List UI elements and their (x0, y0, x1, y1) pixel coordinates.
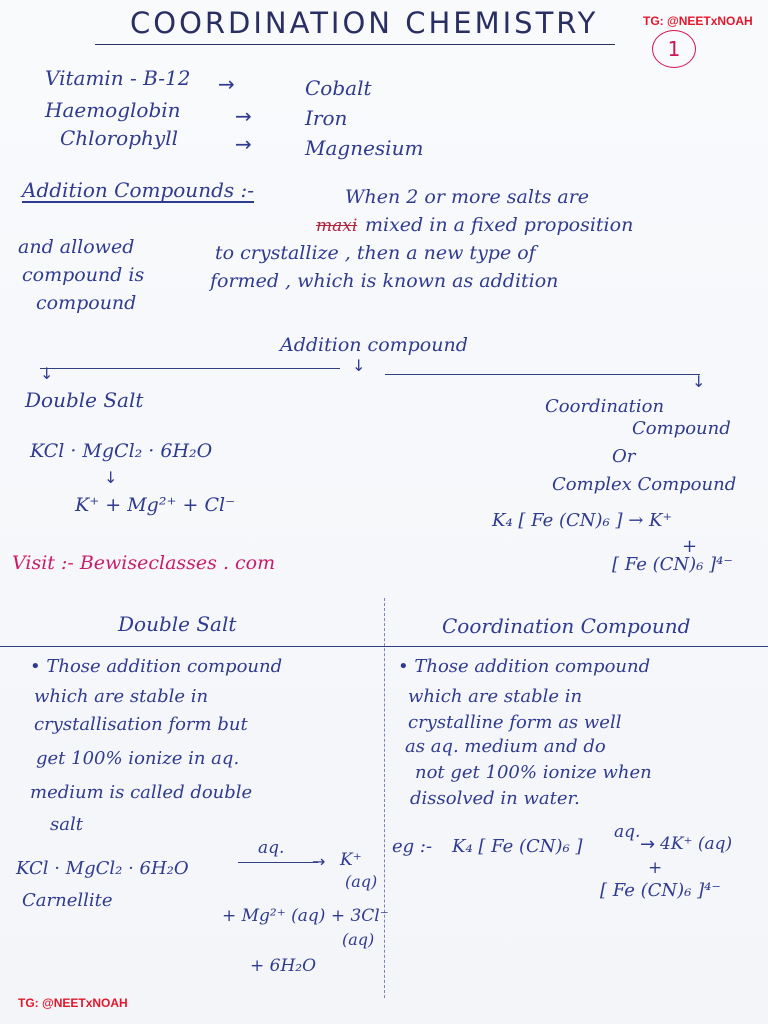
metal-source-2: Haemoglobin (45, 98, 181, 122)
left-example-product-1: K⁺ (340, 850, 362, 870)
definition-line-3b: formed , which is known as addition (210, 270, 559, 292)
metal-3: Magnesium (305, 136, 424, 160)
right-example-formula: K₄ [ Fe (CN)₆ ] (452, 836, 583, 857)
complex-formula: K₄ [ Fe (CN)₆ ] → K⁺ (492, 510, 673, 531)
right-example-plus: + (648, 858, 663, 878)
arrow-icon: → (235, 132, 252, 156)
telegram-tag-top: TG: @NEETxNOAH (643, 14, 753, 28)
addition-heading: Addition Compounds :- (22, 178, 254, 202)
left-point-line-1: • Those addition compound (30, 656, 283, 677)
right-example-arrow-label: aq. (614, 822, 641, 842)
left-example-product-2-state: (aq) (342, 930, 375, 949)
right-point-line-3: crystalline form as well (408, 712, 622, 733)
right-example-label: eg :- (392, 836, 433, 857)
right-example-arrow-icon: → (640, 834, 656, 855)
double-salt-formula: KCl · MgCl₂ · 6H₂O (30, 440, 213, 462)
tree-right-line1: Coordination (545, 396, 665, 417)
left-point-line-5: medium is called double (30, 782, 253, 803)
arrow-head-icon: → (312, 852, 326, 871)
definition-line-3a: compound is (22, 264, 145, 286)
left-example-arrow-label: aq. (258, 838, 285, 858)
tree-branch-left (40, 368, 340, 369)
struck-word: maxi (316, 216, 358, 236)
left-point-line-6: salt (50, 814, 83, 835)
title-underline (95, 44, 615, 45)
right-example-product-2: [ Fe (CN)₆ ]⁴⁻ (600, 880, 721, 901)
metal-source-3: Chlorophyll (60, 126, 178, 150)
left-example-formula: KCl · MgCl₂ · 6H₂O (16, 858, 189, 879)
down-arrow-icon: ↓ (352, 356, 366, 375)
right-point-line-5: not get 100% ionize when (415, 762, 652, 783)
left-point-line-2: which are stable in (34, 686, 209, 707)
left-point-line-3: crystallisation form but (34, 714, 248, 735)
telegram-tag-bottom: TG: @NEETxNOAH (18, 996, 128, 1010)
right-point-line-1: • Those addition compound (398, 656, 651, 677)
arrow-icon: → (218, 72, 235, 96)
visit-link-text: Visit :- Bewiseclasses . com (12, 552, 276, 574)
left-heading: Double Salt (118, 612, 237, 636)
left-example-product-3: + 6H₂O (250, 956, 317, 976)
right-point-line-2: which are stable in (408, 686, 583, 707)
definition-line-1b: mixed in a fixed proposition (365, 214, 634, 236)
left-example-product-2: + Mg²⁺ (aq) + 3Cl⁻ (222, 906, 389, 926)
right-heading: Coordination Compound (442, 614, 691, 638)
tree-or: Or (612, 446, 636, 467)
definition-line-1: When 2 or more salts are (345, 186, 590, 208)
complex-plus: + (682, 536, 698, 557)
double-salt-ions: K⁺ + Mg²⁺ + Cl⁻ (75, 494, 236, 516)
tree-root: Addition compound (280, 334, 468, 356)
right-point-line-4: as aq. medium and do (405, 736, 606, 757)
column-divider (384, 598, 385, 998)
right-example-product-1: 4K⁺ (aq) (660, 834, 733, 854)
tree-left-double-salt: Double Salt (25, 388, 144, 412)
metal-source-1: Vitamin - B-12 (45, 66, 191, 90)
definition-line-4: compound (36, 292, 137, 314)
tree-right-line2: Compound (632, 418, 731, 439)
left-example-product-1-state: (aq) (345, 872, 378, 891)
left-example-arrow (238, 862, 318, 863)
tree-branch-right (385, 374, 700, 375)
tree-right-line3: Complex Compound (552, 474, 737, 495)
definition-line-2b: to crystallize , then a new type of (215, 242, 536, 264)
down-arrow-icon: ↓ (692, 372, 706, 391)
comparison-rule (0, 646, 768, 647)
metal-1: Cobalt (305, 76, 372, 100)
right-point-line-6: dissolved in water. (410, 788, 580, 809)
left-example-name: Carnellite (22, 890, 113, 911)
page-number: 1 (652, 30, 696, 68)
metal-2: Iron (305, 106, 348, 130)
left-point-line-4: get 100% ionize in aq. (36, 748, 240, 769)
down-arrow-icon: ↓ (40, 364, 54, 383)
page-title: COORDINATION CHEMISTRY (130, 6, 599, 40)
down-arrow-icon: ↓ (104, 468, 118, 487)
definition-line-2a: and allowed (18, 236, 135, 258)
arrow-icon: → (235, 104, 252, 128)
complex-ion: [ Fe (CN)₆ ]⁴⁻ (612, 554, 733, 575)
